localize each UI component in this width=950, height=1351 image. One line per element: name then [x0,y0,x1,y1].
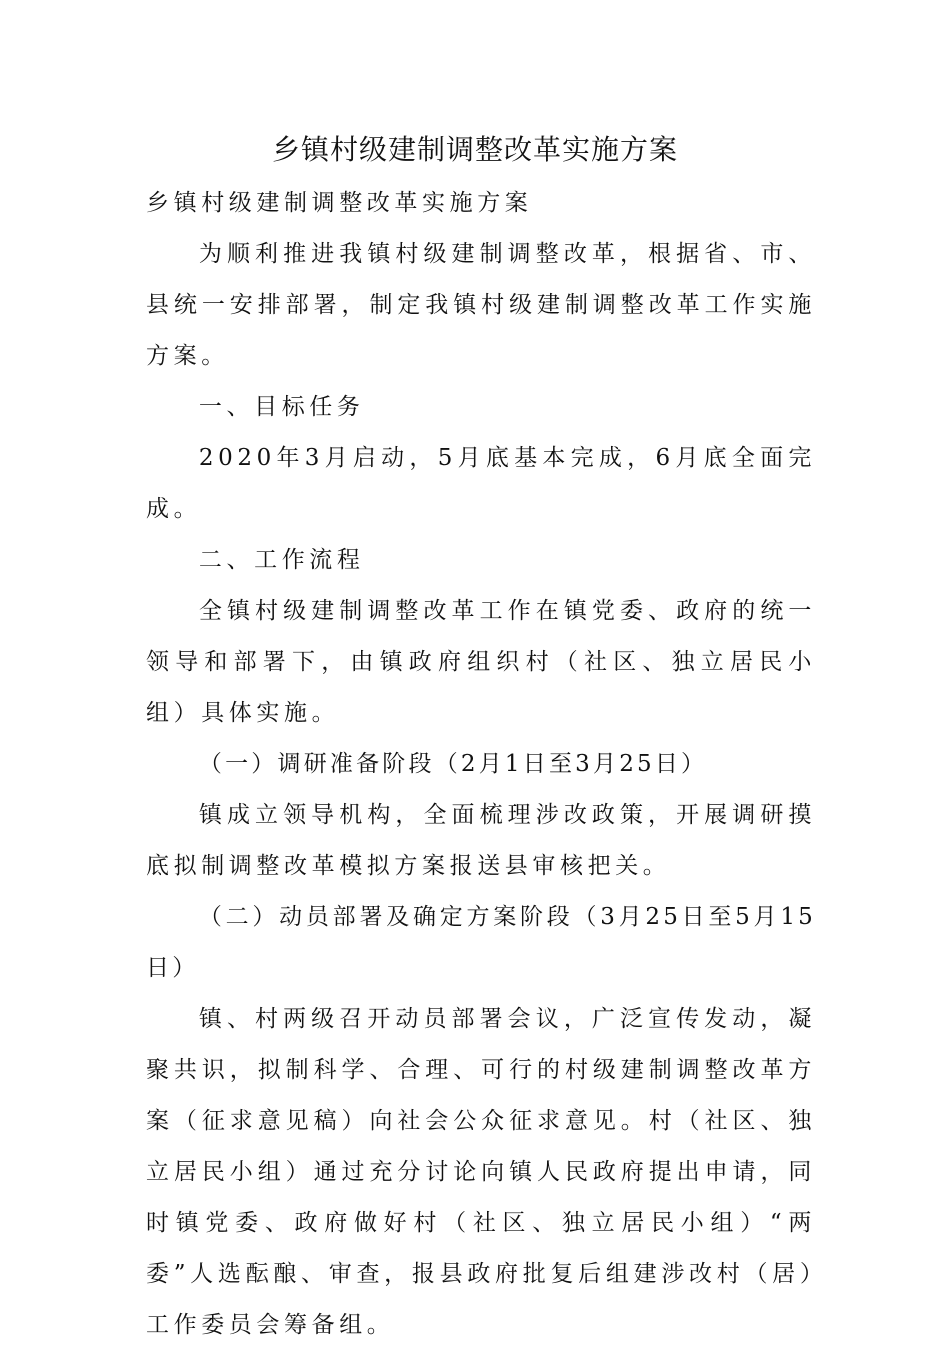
subtitle-line: 乡镇村级建制调整改革实施方案 [146,190,533,216]
paragraph-mobilization-phase: 镇、村两级召开动员部署会议，广泛宣传发动，凝聚共识，拟制科学、合理、可行的村级建制调整改革方案（征求意见稿）向社会公众征求意见。村（社区、独立居民小组）通过充分讨论向镇人民政府提出申请，同时镇党委、政府做好村（社区、独立居民小组）“两委”人选酝酿、审查，报县政府批复后组建涉改村（居）工作委员会筹备组。 [146,1006,816,1338]
section-heading-workflow: 二、工作流程 [198,547,365,573]
paragraph-intro: 为顺利推进我镇村级建制调整改革，根据省、市、县统一安排部署，制定我镇村级建制调整改革工作实施方案。 [146,241,816,369]
paragraph-research-phase: 镇成立领导机构，全面梳理涉改政策，开展调研摸底拟制调整改革模拟方案报送县审核把关。 [146,802,816,879]
paragraph-goals: 2020年3月启动，5月底基本完成，6月底全面完成。 [146,445,816,522]
document-title: 乡镇村级建制调整改革实施方案 [271,133,678,166]
section-heading-goals: 一、目标任务 [198,394,365,420]
subheading-mobilization-phase: （二）动员部署及确定方案阶段（3月25日至5月15日） [146,904,816,981]
paragraph-workflow: 全镇村级建制调整改革工作在镇党委、政府的统一领导和部署下，由镇政府组织村（社区、独立居民小组）具体实施。 [146,598,816,726]
document-body [146,178,816,1351]
subheading-research-phase: （一）调研准备阶段（2月1日至3月25日） [198,751,708,777]
